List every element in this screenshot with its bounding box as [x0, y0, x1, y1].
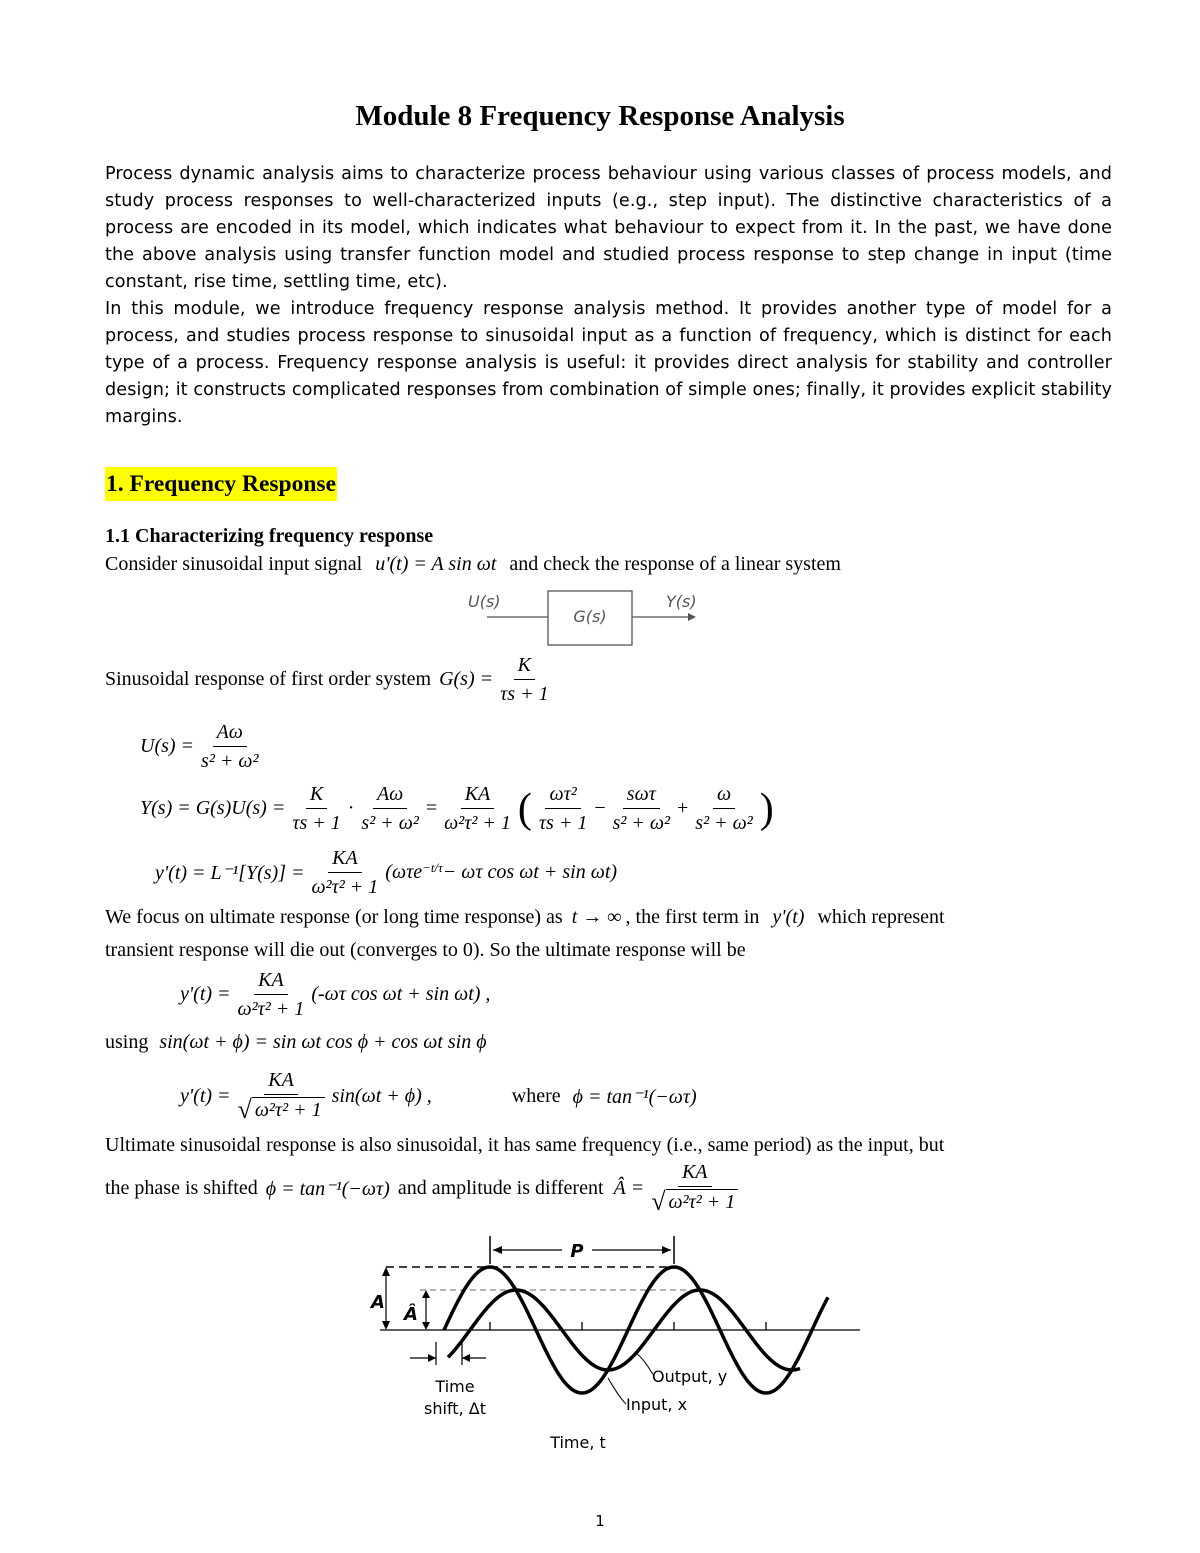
focus-text-b: , the first term in [625, 906, 760, 928]
label-time-shift-1: Time [435, 1377, 475, 1396]
page-title: Module 8 Frequency Response Analysis [355, 100, 845, 132]
eq-y-f3-den: ω²τ² + 1 [444, 812, 511, 834]
section-heading-1: 1. Frequency Response [105, 467, 337, 501]
eq-y-frac1 [288, 782, 344, 835]
amp-num: KA [678, 1160, 712, 1187]
block-box-label: G(s) [573, 607, 607, 626]
phase-text-b: and amplitude is different [397, 1176, 604, 1199]
focus-eq-y: y'(t) [772, 906, 805, 928]
amp-lhs: Â = [613, 1176, 645, 1199]
eq-phase-den: ω²τ² + 1 [252, 1097, 325, 1122]
eq-ult-lhs: y'(t) = [180, 983, 231, 1005]
eq-y-t1-den: τs + 1 [538, 812, 588, 834]
eq-y-f1-num: K [306, 782, 327, 809]
intro-paragraph-2: In this module, we introduce frequency response analysis method. It provides another type of model for a process, and studies process response to sinusoidal input as a function of frequency, which is distinct for each type of a process. Frequency response analysis is useful: it provides direct analysis for stability and controller design; it constructs complicated responses from combination of simple ones; finally, it provides explicit stability margins. [105, 299, 1112, 427]
using-line [105, 1031, 487, 1054]
input-signal-equation: u'(t) = A sin ωt [375, 553, 497, 575]
eq-y-t1-num: ωτ² [545, 782, 580, 809]
eq-y-t3-den: s² + ω² [695, 812, 753, 834]
eq-y-frac3 [440, 782, 515, 835]
label-A: A [371, 1292, 385, 1313]
eq-u-num: Aω [213, 720, 247, 747]
focus-text-a: We focus on ultimate response (or long time response) as [105, 906, 563, 928]
eq-ult-rhs: (-ωτ cos ωt + sin ωt) , [311, 983, 491, 1005]
ultimate-line: Ultimate sinusoidal response is also sinusoidal, it has same frequency (i.e., same period) as the input, but [105, 1134, 945, 1156]
eq-u-fraction [197, 720, 262, 773]
eq-y-frac2 [357, 782, 422, 835]
amp-A-arrow-top [382, 1267, 390, 1276]
amp-Ahat-arrow-bottom [422, 1322, 430, 1330]
focus-text-c: which represent [817, 906, 945, 928]
eq-phase-sqrt: √ ω²τ² + 1 [238, 1097, 325, 1122]
amp-den: ω²τ² + 1 [666, 1189, 739, 1214]
amp-fraction [647, 1160, 742, 1216]
eq-y-f2-den: s² + ω² [361, 812, 419, 834]
label-output: Output, y [652, 1367, 728, 1386]
intro-paragraph-1: Process dynamic analysis aims to characterize process behaviour using various classes of process models, and study process responses to well-characterized inputs (e.g., step input). The distinctive characteristics of a process are encoded in its model, which indicates what behaviour to expect from it. In the past, we have done the above analysis using transfer function model and studied process response to step change in input (time constant, rise time, settling time, etc). [105, 164, 1112, 292]
period-arrow-right [662, 1246, 671, 1254]
sinusoid-figure [360, 1230, 890, 1460]
eq-y-term3 [691, 782, 756, 835]
label-time-shift-2: shift, Δt [424, 1399, 486, 1418]
period-label: P [570, 1241, 584, 1262]
eq-ylap-rhs: (ωτe [385, 861, 423, 883]
subsection-heading-1-1: 1.1 Characterizing frequency response [105, 525, 434, 547]
eq-ult-fraction [234, 968, 309, 1021]
eq-u-lhs: U(s) = [140, 735, 195, 757]
amp-den-wrap [647, 1187, 742, 1216]
eq-ylap-rhs2: − ωτ cos ωt + sin ωt) [442, 861, 618, 883]
input-leader [608, 1378, 626, 1404]
eq-phase-rhs: sin(ωt + ϕ) , [331, 1084, 432, 1107]
eq-y-term1 [535, 782, 591, 835]
amp-Ahat-arrow-top [422, 1290, 430, 1298]
eq-y-term2 [609, 782, 674, 835]
period-arrow-left [493, 1246, 502, 1254]
shift-arrow-left [428, 1354, 436, 1362]
equation-phase [180, 1068, 697, 1124]
sine-identity-equation: sin(ωt + ϕ) = sin ωt cos ϕ + cos ωt sin ϕ [159, 1031, 487, 1053]
label-input: Input, x [626, 1395, 688, 1414]
block-diagram [460, 585, 720, 655]
phase-text-a: the phase is shifted [105, 1176, 258, 1199]
shift-arrow-right [462, 1354, 470, 1362]
eq-y-t2-num: sωτ [623, 782, 660, 809]
eq-phase-lhs: y'(t) = [180, 1084, 231, 1107]
eq-u-den: s² + ω² [201, 750, 259, 772]
equation-Y: Y(s) = G(s)U(s) = $\frac{K}{\tau s + 1}$ · $\frac{A\omega}{\text{s² + ω²}}$ = $\frac{KA}{\text{ω²τ² + 1}}$ ( $\frac{\text{ωτ²}}{\tau s + 1}$ − $\frac{\text{sωτ}}{\text{s² + ω²}}$ + $\frac{\omega}{\text{s² + ω²}}$ ) [140, 783, 774, 834]
eq-phase-num: KA [264, 1068, 298, 1095]
eq-phase-fraction [234, 1068, 329, 1124]
equation-inverse-laplace [155, 846, 617, 899]
eq-g-num: K [514, 653, 535, 680]
eq-g-lhs: G(s) = [439, 668, 494, 690]
label-time: Time, t [550, 1433, 606, 1452]
using-text: using [105, 1031, 149, 1053]
eq-g-fraction [496, 653, 552, 706]
eq-ult-den: ω²τ² + 1 [237, 998, 305, 1020]
label-Ahat: Â [404, 1304, 418, 1325]
equation-ultimate [180, 968, 490, 1021]
eq-ylap-lhs: y'(t) = L⁻¹[Y(s)] = [155, 862, 305, 884]
eq-g-den: τs + 1 [500, 683, 549, 705]
eq-y-f2-num: Aω [373, 782, 407, 809]
transient-line: transient response will die out (converges to 0). So the ultimate response will be [105, 939, 746, 961]
eq-y-t3-num: ω [713, 782, 735, 809]
first-order-line [105, 653, 556, 706]
phase-amplitude-line [105, 1160, 745, 1216]
eq-ult-num: KA [254, 968, 288, 995]
page-number: 1 [595, 1512, 605, 1530]
eq-ylap-fraction [308, 846, 383, 899]
eq-phase-where: where [511, 1084, 561, 1107]
consider-text: Consider sinusoidal input signal [105, 553, 363, 575]
block-arrowhead [688, 613, 696, 621]
block-output-label: Y(s) [666, 592, 697, 611]
block-input-label: U(s) [468, 592, 501, 611]
amp-sqrt: √ ω²τ² + 1 [651, 1189, 738, 1214]
focus-eq-limit: t → ∞ [571, 906, 622, 928]
eq-ylap-den: ω²τ² + 1 [311, 876, 379, 898]
eq-y-f1-den: τs + 1 [292, 812, 341, 834]
eq-ylap-num: KA [328, 846, 362, 873]
equation-U [140, 720, 265, 773]
amp-A-arrow-bottom [382, 1321, 390, 1330]
focus-line [105, 906, 945, 929]
first-order-text: Sinusoidal response of first order system [105, 668, 432, 690]
eq-y-t2-den: s² + ω² [612, 812, 671, 834]
eq-phase-where-eq: ϕ = tan⁻¹(−ωτ) [572, 1085, 697, 1108]
eq-y-f3-num: KA [461, 782, 495, 809]
eq-phase-den-wrap [234, 1095, 329, 1124]
eq-y-lhs: Y(s) = G(s)U(s) = [140, 797, 286, 819]
eq-ylap-exponent: −t/τ [422, 860, 443, 875]
phase-shift-equation: ϕ = tan⁻¹(−ωτ) [265, 1177, 390, 1200]
consider-line [105, 553, 841, 576]
consider-text-end: and check the response of a linear system [509, 553, 841, 575]
